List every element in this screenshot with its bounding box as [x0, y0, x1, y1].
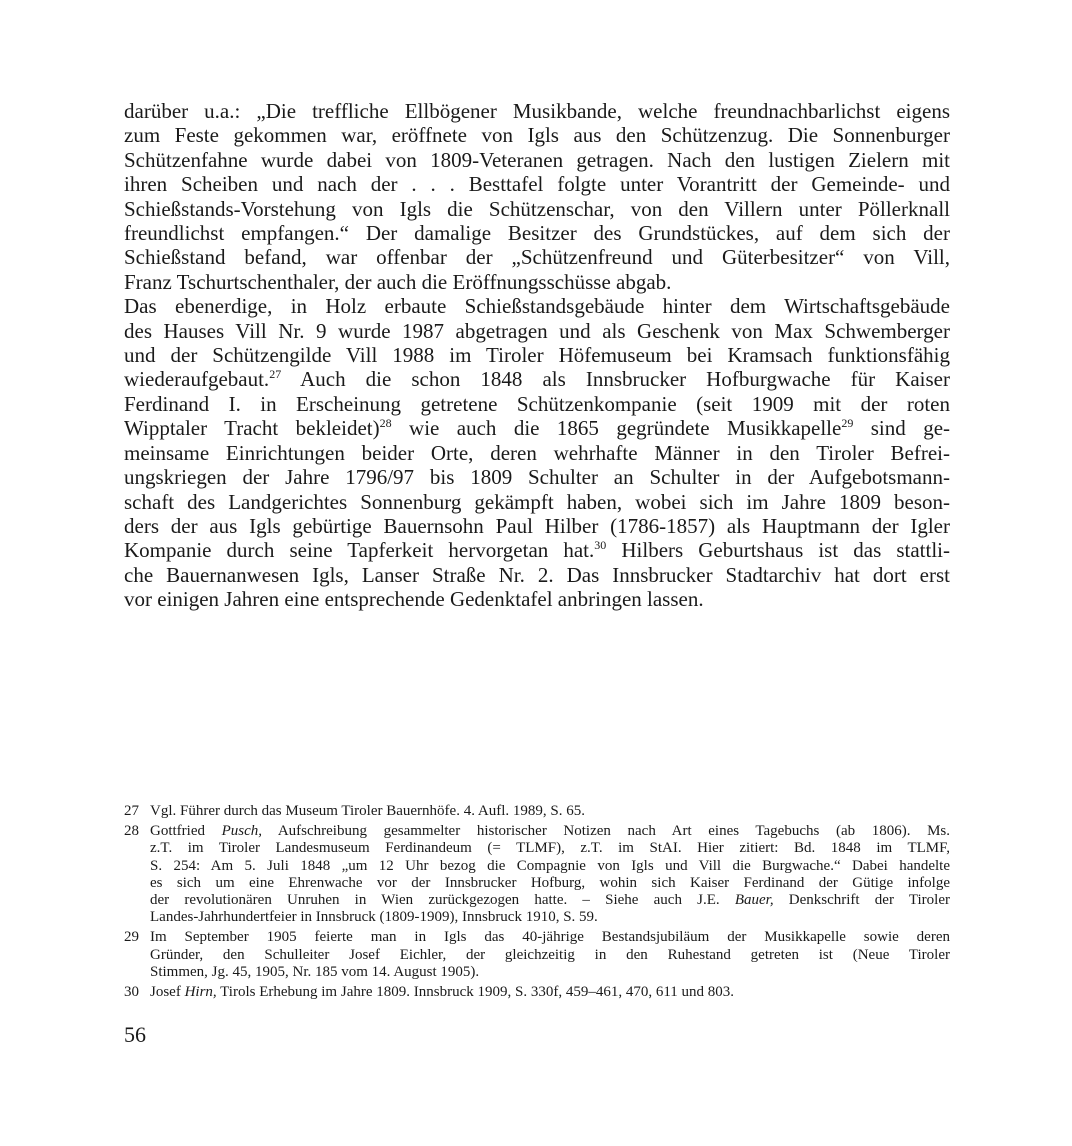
footnote-number: 29 [124, 929, 139, 946]
body-line [124, 294, 950, 318]
footnote-number: 30 [124, 984, 139, 1001]
footnote-reference: 28 [379, 416, 392, 431]
footnote-line [150, 823, 950, 840]
body-line [124, 441, 950, 465]
footnote-line [150, 858, 950, 875]
body-line [124, 538, 950, 562]
author-name-italic: Pusch, [221, 823, 263, 840]
body-line [124, 416, 950, 440]
body-line [124, 172, 950, 196]
body-line [124, 563, 950, 587]
text-run: freundlichst empfangen.“ Der damalige Besitzer des Grundstückes, auf dem sich der [124, 221, 950, 246]
text-run: ungskriegen der Jahre 1796/97 bis 1809 Schulter an Schulter in der Aufgebotsmann- [124, 465, 950, 490]
text-run: darüber u.a.: „Die treffliche Ellbögener Musikbande, welche freundnachbarlichst eigens [124, 99, 950, 123]
body-line [124, 270, 950, 294]
text-run: schaft des Landgerichtes Sonnenburg gekämpft haben, wobei sich im Jahre 1809 beson- [124, 489, 950, 514]
text-run: sind ge- [853, 416, 951, 441]
footnote-line [150, 840, 950, 857]
text-run: Franz Tschurtschenthaler, der auch die Eröffnungsschüsse abgab. [124, 269, 672, 294]
footnote [124, 803, 950, 820]
text-run: Landes-Jahrhundertfeier in Innsbruck (1809-1909), Innsbruck 1910, S. 59. [150, 909, 598, 926]
text-run: S. 254: Am 5. Juli 1848 „um 12 Uhr bezog die Compagnie von Igls und Vill die Burgwache.“ Dabei handelte [150, 857, 950, 874]
text-run: Denkschrift der Tiroler [773, 892, 950, 909]
text-run: vor einigen Jahren eine entsprechende Gedenktafel anbringen lassen. [124, 587, 704, 612]
footnote-reference: 27 [269, 367, 282, 382]
text-run: Tirols Erhebung im Jahre 1809. Innsbruck 1909, S. 330f, 459–461, 470, 611 und 803. [216, 984, 735, 1001]
body-line [124, 319, 950, 343]
body-line [124, 221, 950, 245]
text-run: zum Feste gekommen war, eröffnete von Igls aus den Schützenzug. Die Sonnenburger [124, 123, 950, 148]
text-run: Stimmen, Jg. 45, 1905, Nr. 185 vom 14. August 1905). [150, 963, 480, 980]
text-run: Vgl. Führer durch das Museum Tiroler Bauernhöfe. 4. Aufl. 1989, S. 65. [150, 803, 585, 819]
body-line [124, 587, 950, 611]
text-run: Ferdinand I. in Erscheinung getretene Schützenkompanie (seit 1909 mit der roten [124, 391, 950, 416]
body-line [124, 465, 950, 489]
text-run: meinsame Einrichtungen beider Orte, deren wehrhafte Männer in den Tiroler Befrei- [124, 440, 950, 465]
text-run: z.T. im Tiroler Landesmuseum Ferdinandeum (= TLMF), z.T. im StAI. Hier zitiert: Bd. 1848 im TLMF, [150, 840, 950, 857]
text-run: und der Schützengilde Vill 1988 im Tiroler Höfemuseum bei Kramsach funktionsfähig [124, 343, 950, 368]
text-run: Schießstand befand, war offenbar der „Schützenfreund und Güterbesitzer“ von Vill, [124, 245, 950, 270]
page-number: 56 [124, 1022, 146, 1047]
text-run: ihren Scheiben und nach der . . . Besttafel folgte unter Vorantritt der Gemeinde- und [124, 172, 950, 197]
body-line [124, 123, 950, 147]
text-run: che Bauernanwesen Igls, Lanser Straße Nr. 2. Das Innsbrucker Stadtarchiv hat dort erst [124, 562, 950, 587]
text-run: es sich um eine Ehrenwache vor der Innsbrucker Hofburg, wohin sich Kaiser Ferdinand der Gütige infolge [150, 874, 950, 891]
footnote-reference: 29 [841, 416, 854, 431]
text-run: Hilbers Geburtshaus ist das stattli- [606, 538, 950, 563]
body-line [124, 245, 950, 269]
text-run: wiederaufgebaut. [124, 367, 270, 392]
text-run: Schießstands-Vorstehung von Igls die Schützenschar, von den Villern unter Pöllerknall [124, 196, 950, 221]
footnote-line [150, 964, 950, 981]
body-line [124, 392, 950, 416]
footnote-reference: 30 [594, 538, 607, 553]
text-run: Schützenfahne wurde dabei von 1809-Veteranen getragen. Nach den lustigen Zielern mit [124, 147, 950, 172]
footnote-line [150, 947, 950, 964]
text-run: Josef [150, 984, 185, 1001]
text-run: wie auch die 1865 gegründete Musikkapelle [391, 416, 842, 441]
footnote [124, 823, 950, 926]
footnote-line [150, 909, 950, 926]
text-run: des Hauses Vill Nr. 9 wurde 1987 abgetragen und als Geschenk von Max Schwemberger [124, 318, 950, 343]
footnote [124, 984, 950, 1001]
body-line [124, 148, 950, 172]
text-run: der revolutionären Unruhen in Wien zurückgezogen hatte. – Siehe auch J.E. [150, 892, 735, 909]
footnote-line [150, 984, 950, 1001]
text-run: Im September 1905 feierte man in Igls das 40-jährige Bestandsjubiläum der Musikkapelle sowie deren [150, 929, 950, 946]
text-run: Auch die schon 1848 als Innsbrucker Hofburgwache für Kaiser [281, 367, 950, 392]
footnote-number: 27 [124, 803, 139, 819]
body-line [124, 197, 950, 221]
text-run: ders der aus Igls gebürtige Bauernsohn Paul Hilber (1786-1857) als Hauptmann der Igler [124, 513, 950, 538]
footnote-line [150, 875, 950, 892]
body-line [124, 99, 950, 123]
body-line [124, 343, 950, 367]
text-run: Gründer, den Schulleiter Josef Eichler, der gleichzeitig in den Ruhestand getreten ist (Neue Tiroler [150, 946, 950, 963]
footnote-number: 28 [124, 823, 139, 840]
text-run: Gottfried [150, 823, 222, 840]
text-run: Wipptaler Tracht bekleidet) [124, 416, 380, 441]
body-line [124, 367, 950, 391]
footnote [124, 929, 950, 981]
author-name-italic: Hirn, [184, 984, 217, 1001]
footnote-line [150, 803, 950, 820]
text-run: Aufschreibung gesammelter historischer Notizen nach Art eines Tagebuchs (ab 1806). Ms. [262, 823, 951, 840]
body-line [124, 514, 950, 538]
footnotes [124, 803, 950, 1004]
body-line [124, 490, 950, 514]
footnote-line [150, 929, 950, 946]
footnote-line [150, 892, 950, 909]
text-run: Kompanie durch seine Tapferkeit hervorgetan hat. [124, 538, 595, 563]
body-text [124, 99, 950, 612]
text-run: Das ebenerdige, in Holz erbaute Schießstandsgebäude hinter dem Wirtschaftsgebäude [124, 294, 950, 319]
author-name-italic: Bauer, [734, 892, 774, 909]
